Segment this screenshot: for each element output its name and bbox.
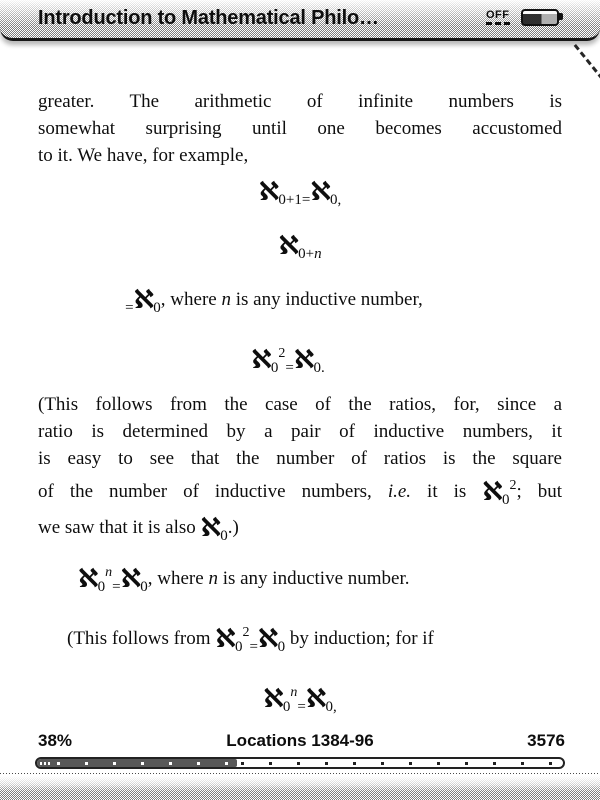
body-text: .): [227, 517, 239, 538]
bottom-frame: [0, 776, 600, 800]
formula-aleph-power-n: [38, 670, 562, 730]
variable-n: n: [221, 289, 231, 310]
aleph-symbol: ℵ: [278, 231, 299, 261]
formula-aleph-squared: [26, 331, 550, 391]
body-text: , where: [160, 289, 222, 310]
formula-subscript: 0: [282, 699, 291, 715]
formula-equals: =: [297, 699, 306, 715]
formula-subscript: 0,: [329, 192, 342, 208]
formula-aleph-plus-n: [38, 223, 562, 277]
variable-n: n: [208, 568, 218, 589]
body-text: we saw that it is also: [38, 517, 201, 538]
body-text-italic: i.e.: [387, 481, 412, 502]
formula-subscript: 0: [97, 579, 106, 595]
locations-label: Locations 1384-96: [226, 731, 374, 750]
body-text: somewhat surprising until one becomes accustomed: [38, 118, 562, 139]
body-text: is any inductive number,: [230, 289, 423, 310]
formula-subscript: 0.: [313, 360, 325, 376]
progress-percent: 38%: [38, 731, 73, 750]
footer-divider: [0, 773, 600, 774]
formula-subscript: 0: [270, 360, 279, 376]
body-text: ; but: [516, 481, 562, 502]
formula-subscript: 0: [153, 300, 161, 316]
formula-equals: =: [285, 360, 294, 376]
aleph-symbol: ℵ: [120, 564, 141, 594]
formula-superscript-n: n: [290, 685, 298, 700]
wireless-off-indicator: OFF: [486, 9, 510, 25]
paragraph-line: [38, 418, 562, 445]
aleph-symbol: ℵ: [263, 684, 283, 714]
body-text: to it. We have, for example,: [38, 145, 249, 166]
aleph-symbol: ℵ: [200, 513, 221, 543]
formula-superscript: 2: [278, 346, 286, 361]
formula-subscript: 0+: [298, 246, 315, 262]
formula-equals: =: [249, 639, 258, 655]
formula-subscript: 0,: [325, 699, 337, 715]
body-text: , where: [147, 568, 209, 589]
formula-subscript: 0: [277, 639, 286, 655]
progress-fill: [37, 759, 237, 767]
formula-subscript: 0+1=: [278, 192, 311, 208]
body-text: is easy to see that the number of ratios is the square: [38, 448, 562, 469]
header-bar: [0, 0, 600, 41]
formula-subscript: 0: [140, 579, 148, 595]
book-title: Introduction to Mathematical Philo…: [38, 7, 379, 29]
aleph-symbol: ℵ: [293, 345, 314, 375]
body-text: it is: [411, 481, 483, 502]
formula-equals-aleph-line: [12, 277, 536, 331]
aleph-symbol: ℵ: [482, 477, 502, 507]
formula-aleph-power-n-line: [38, 550, 562, 610]
page-curl-dashes-icon: [574, 44, 600, 80]
formula-subscript: 0: [234, 639, 243, 655]
aleph-symbol: ℵ: [257, 624, 278, 654]
formula-aleph-plus-one: [38, 169, 562, 223]
formula-subscript: 0: [220, 528, 228, 544]
paragraph-line: [38, 88, 562, 115]
paragraph-line: [38, 142, 562, 169]
body-text: is any inductive number.: [217, 568, 410, 589]
body-text: greater. The arithmetic of infinite numbers is: [38, 91, 562, 112]
body-text: ratio is determined by a pair of inductive numbers, it: [38, 421, 562, 442]
aleph-symbol: ℵ: [251, 345, 271, 375]
formula-subscript-n: n: [314, 246, 322, 262]
paragraph-line: [38, 391, 562, 418]
paragraph-line: [38, 514, 562, 550]
formula-superscript-n: n: [105, 565, 113, 580]
body-text: of the number of inductive numbers,: [38, 481, 388, 502]
aleph-symbol: ℵ: [133, 285, 154, 315]
aleph-symbol: ℵ: [305, 684, 326, 714]
battery-icon: [521, 9, 559, 26]
paragraph-line: [38, 472, 562, 514]
body-text: (This follows from the case of the ratios, for, since a: [38, 394, 562, 415]
formula-subscript: 0: [501, 492, 510, 508]
aleph-symbol: ℵ: [215, 624, 235, 654]
formula-superscript: 2: [242, 625, 250, 640]
body-text: (This follows from: [67, 628, 216, 649]
induction-note-line: [38, 610, 562, 670]
aleph-symbol: ℵ: [258, 177, 279, 207]
reading-area: [38, 88, 562, 730]
progress-bar[interactable]: [35, 757, 565, 769]
total-locations: 3576: [527, 731, 565, 750]
body-text: by induction; for if: [285, 628, 434, 649]
status-row: [0, 731, 600, 753]
formula-superscript: 2: [509, 478, 517, 493]
formula-equals: =: [125, 300, 134, 316]
aleph-symbol: ℵ: [310, 177, 330, 207]
aleph-symbol: ℵ: [78, 564, 98, 594]
paragraph-line: [38, 445, 562, 472]
paragraph-line: [38, 115, 562, 142]
formula-equals: =: [112, 579, 121, 595]
